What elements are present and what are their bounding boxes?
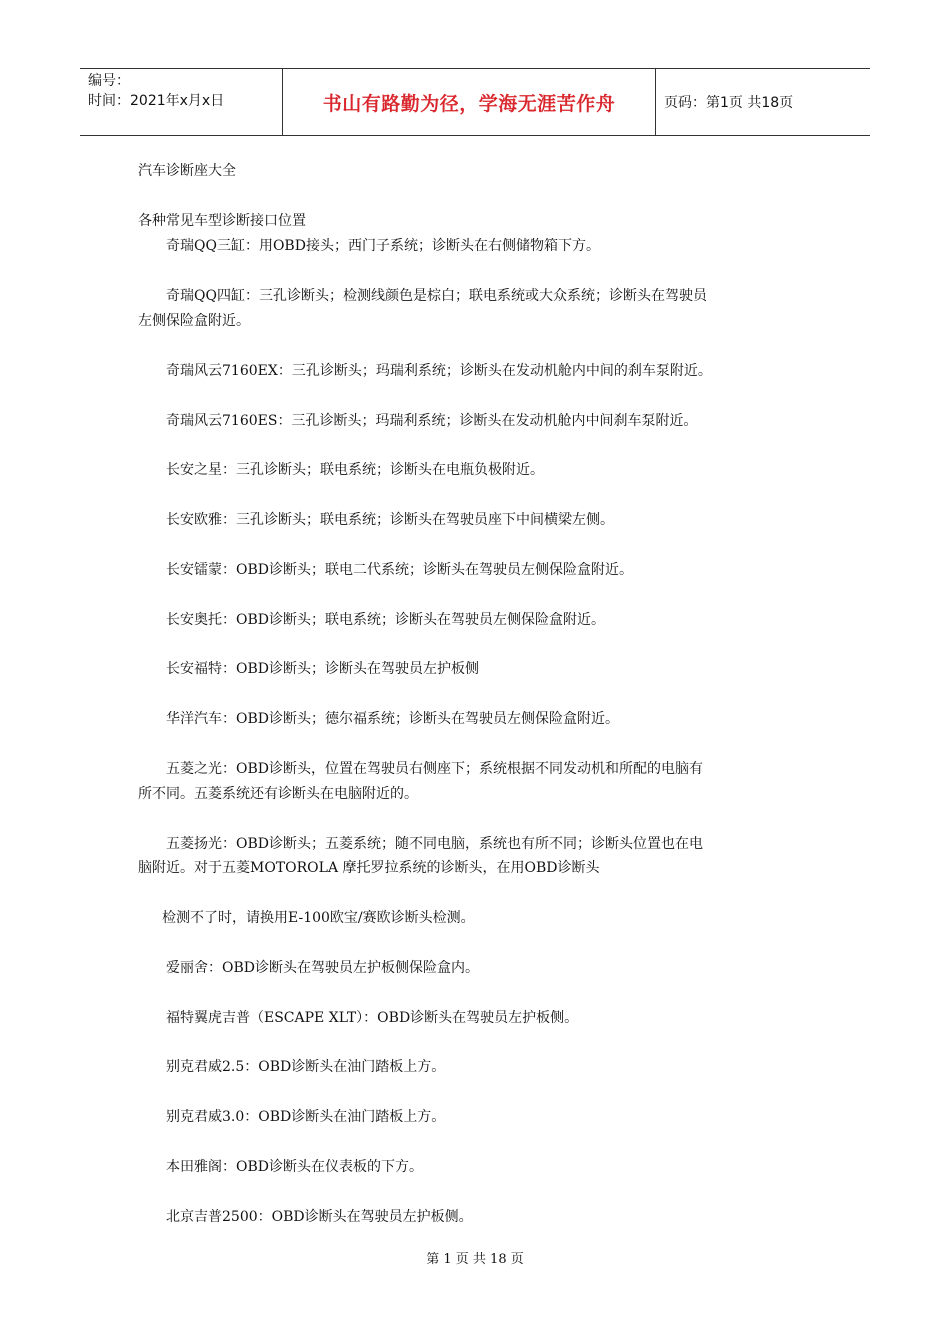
list-item: 检测不了时，请换用E-100欧宝/赛欧诊断头检测。 [162,910,475,926]
list-item: 福特翼虎吉普（ESCAPE XLT）：OBD诊断头在驾驶员左护板侧。 [166,1010,579,1026]
list-item: 左侧保险盒附近。 [138,313,250,329]
document-title: 汽车诊断座大全 [138,163,236,179]
time-label: 时间：2021年x月x日 [88,93,225,109]
list-item: 奇瑞QQ四缸：三孔诊断头；检测线颜色是棕白；联电系统或大众系统；诊断头在驾驶员 [166,288,707,304]
list-item: 长安欧雅：三孔诊断头；联电系统；诊断头在驾驶员座下中间横梁左侧。 [166,512,614,528]
list-item: 本田雅阁：OBD诊断头在仪表板的下方。 [166,1159,423,1175]
header-left-cell [80,69,282,135]
list-item: 五菱之光：OBD诊断头，位置在驾驶员右侧座下；系统根据不同发动机和所配的电脑有 [166,761,703,777]
page-footer: 第 1 页 共 18 页 [426,1252,524,1267]
list-item: 长安福特：OBD诊断头；诊断头在驾驶员左护板侧 [166,661,479,677]
list-item: 北京吉普2500：OBD诊断头在驾驶员左护板侧。 [166,1209,473,1225]
list-item: 长安之星：三孔诊断头；联电系统；诊断头在电瓶负极附近。 [166,462,544,478]
page-header [80,68,870,136]
list-item: 五菱扬光：OBD诊断头；五菱系统；随不同电脑，系统也有所不同；诊断头位置也在电 [166,836,703,852]
list-item: 爱丽舍：OBD诊断头在驾驶员左护板侧保险盒内。 [166,960,479,976]
list-item: 所不同。五菱系统还有诊断头在电脑附近的。 [138,786,418,802]
list-item: 奇瑞QQ三缸：用OBD接头；西门子系统；诊断头在右侧储物箱下方。 [166,238,600,254]
list-item: 别克君威3.0：OBD诊断头在油门踏板上方。 [166,1109,446,1125]
list-item: 奇瑞风云7160ES：三孔诊断头；玛瑞利系统；诊断头在发动机舱内中间刹车泵附近。 [166,413,698,429]
list-item: 脑附近。对于五菱MOTOROLA 摩托罗拉系统的诊断头，在用OBD诊断头 [138,860,600,876]
list-item: 长安镭蒙：OBD诊断头；联电二代系统；诊断头在驾驶员左侧保险盒附近。 [166,562,633,578]
motto: 书山有路勤为径，学海无涯苦作舟 [322,92,616,115]
list-item: 华洋汽车：OBD诊断头；德尔福系统；诊断头在驾驶员左侧保险盒附近。 [166,711,619,727]
header-right-cell [656,69,870,135]
list-item: 别克君威2.5：OBD诊断头在油门踏板上方。 [166,1059,446,1075]
page-info: 页码：第1页 共18页 [664,95,794,111]
header-middle-cell [282,69,656,135]
document-subtitle: 各种常见车型诊断接口位置 [138,213,306,229]
number-label: 编号： [88,73,130,89]
list-item: 长安奥托：OBD诊断头；联电系统；诊断头在驾驶员左侧保险盒附近。 [166,612,605,628]
list-item: 奇瑞风云7160EX：三孔诊断头；玛瑞利系统；诊断头在发动机舱内中间的刹车泵附近。 [166,363,712,379]
